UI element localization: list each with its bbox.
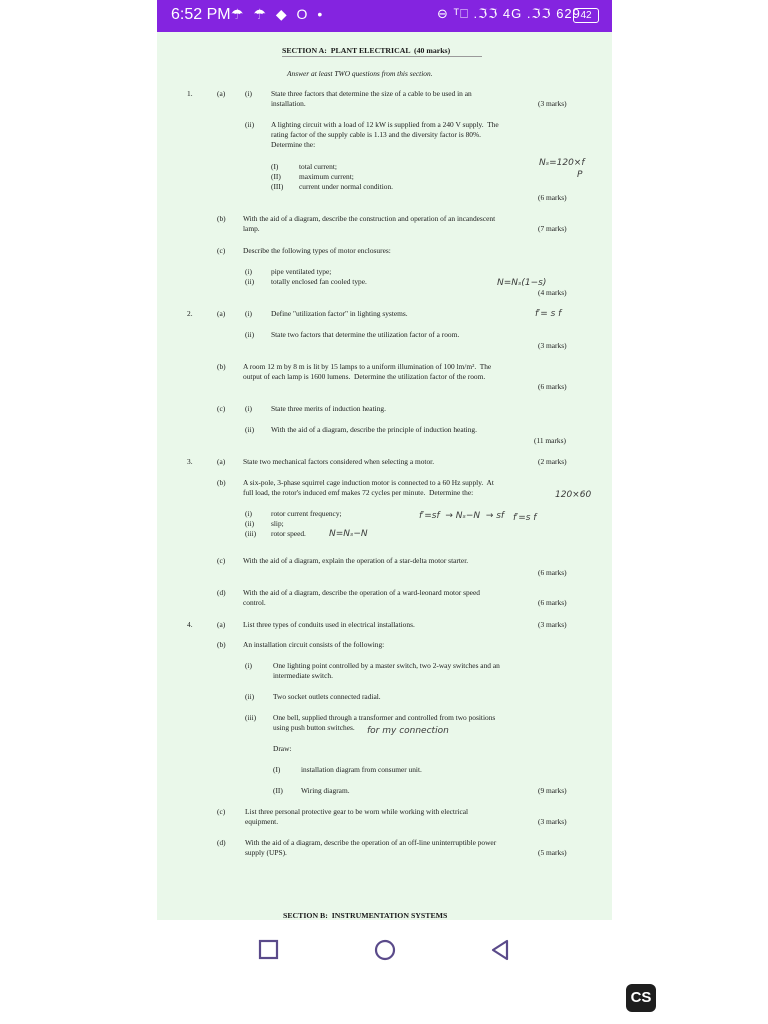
document-text-line: rotor speed. — [271, 529, 306, 538]
document-text-line: rating factor of the supply cable is 1.13 and the diversity factor is 80%. — [271, 130, 481, 139]
document-text-line: (7 marks) — [538, 224, 567, 233]
triangle-back-icon — [489, 938, 513, 962]
document-text-line: (4 marks) — [538, 288, 567, 297]
document-text-line: (a) — [217, 309, 226, 318]
document-text-line: An installation circuit consists of the following: — [243, 640, 385, 649]
document-text-line: (I) — [273, 765, 281, 774]
handwritten-note: Nₛ=120×f — [539, 158, 585, 168]
document-text-line: SECTION B: INSTRUMENTATION SYSTEMS — [283, 911, 448, 920]
document-text-line: intermediate switch. — [273, 671, 333, 680]
notification-icons: ☂ ☂ ◆ O • — [231, 6, 326, 22]
document-text-line: (6 marks) — [538, 568, 567, 577]
home-button[interactable] — [373, 938, 397, 962]
document-text-line: slip; — [271, 519, 284, 528]
document-text-line: (a) — [217, 457, 226, 466]
document-text-line: One bell, supplied through a transformer and controlled from two positions — [273, 713, 496, 722]
document-text-line: (ii) — [245, 519, 255, 528]
document-text-line: (b) — [217, 478, 226, 487]
handwritten-note: P — [577, 170, 583, 180]
document-text-line: (2 marks) — [538, 457, 567, 466]
document-text-line: Answer at least TWO questions from this section. — [287, 69, 433, 78]
document-text-line: With the aid of a diagram, describe the principle of induction heating. — [271, 425, 477, 434]
document-text-line: (i) — [245, 509, 252, 518]
document-text-line: (II) — [271, 172, 281, 181]
document-text-line: (I) — [271, 162, 279, 171]
document-text-line: State three factors that determine the size of a cable to be used in an — [271, 89, 472, 98]
document-text-line: output of each lamp is 1600 lumens. Determine the utilization factor of the room. — [243, 372, 486, 381]
document-text-line: maximum current; — [299, 172, 354, 181]
document-text-line: (3 marks) — [538, 817, 567, 826]
document-text-line: List three personal protective gear to be worn while working with electrical — [245, 807, 469, 816]
system-status-icons: ⊖ ᵀ⎕ .ℑℑ 4G .ℑℑ 629 — [437, 6, 581, 21]
handwritten-note: f′= s f — [535, 309, 562, 319]
document-text-line: rotor current frequency; — [271, 509, 342, 518]
document-text-line: A room 12 m by 8 m is lit by 15 lamps to a uniform illumination of 100 lm/m². The — [243, 362, 492, 371]
document-text-line: (ii) — [245, 330, 255, 339]
document-text-line: 1. — [187, 89, 193, 98]
document-text-line: (d) — [217, 588, 226, 597]
document-text-line: (b) — [217, 214, 226, 223]
document-text-line: lamp. — [243, 224, 260, 233]
handwritten-note: 120×60 — [555, 490, 592, 500]
document-text-line: (c) — [217, 246, 226, 255]
document-text-line: installation. — [271, 99, 306, 108]
document-text-line: A six-pole, 3-phase squirrel cage induction motor is connected to a 60 Hz supply. At — [243, 478, 494, 487]
document-text-line: installation diagram from consumer unit. — [301, 765, 422, 774]
battery-icon: 42 — [573, 8, 599, 23]
handwritten-note: f′=sf → Nₛ−N → sf — [419, 511, 505, 521]
document-text-line: pipe ventilated type; — [271, 267, 332, 276]
document-text-line: List three types of conduits used in electrical installations. — [243, 620, 415, 629]
document-text-line: (3 marks) — [538, 99, 567, 108]
document-text-line: (3 marks) — [538, 620, 567, 629]
document-text-line: (III) — [271, 182, 284, 191]
handwritten-note: f′=s f — [513, 513, 537, 523]
document-text-line: 3. — [187, 457, 193, 466]
document-text-line: (c) — [217, 556, 226, 565]
document-text-line: Define "utilization factor" in lighting systems. — [271, 309, 408, 318]
document-text-line: With the aid of a diagram, explain the operation of a star-delta motor starter. — [243, 556, 469, 565]
document-text-line: (a) — [217, 89, 226, 98]
document-text-line: totally enclosed fan cooled type. — [271, 277, 367, 286]
document-text-line: control. — [243, 598, 266, 607]
document-text-line: SECTION A: PLANT ELECTRICAL (40 marks) — [282, 46, 451, 55]
document-text-line: (6 marks) — [538, 193, 567, 202]
document-text-line: 4. — [187, 620, 193, 629]
navigation-bar — [157, 920, 612, 980]
document-text-line: (ii) — [245, 692, 255, 701]
document-text-line: (i) — [245, 661, 252, 670]
document-text-line: One lighting point controlled by a master switch, two 2-way switches and an — [273, 661, 500, 670]
document-text-line: With the aid of a diagram, describe the construction and operation of an incandescent — [243, 214, 496, 223]
document-text-line: 2. — [187, 309, 193, 318]
document-text-line: (ii) — [245, 425, 255, 434]
status-bar — [157, 0, 612, 32]
document-text-line: (6 marks) — [538, 382, 567, 391]
document-text-line: (9 marks) — [538, 786, 567, 795]
phone-screen — [157, 0, 612, 980]
document-text-line: (ii) — [245, 120, 255, 129]
document-text-line: (c) — [217, 404, 226, 413]
camscanner-badge: CS — [626, 984, 656, 1012]
title-rule — [282, 56, 482, 57]
document-text-line: Two socket outlets connected radial. — [273, 692, 381, 701]
document-text-line: (b) — [217, 362, 226, 371]
document-text-line: (b) — [217, 640, 226, 649]
circle-icon — [373, 938, 397, 962]
handwritten-note: for my connection — [367, 726, 449, 736]
document-text-line: State two mechanical factors considered when selecting a motor. — [243, 457, 435, 466]
document-text-line: (iii) — [245, 529, 257, 538]
document-text-line: With the aid of a diagram, describe the operation of an off-line uninterruptible power — [245, 838, 497, 847]
document-text-line: A lighting circuit with a load of 12 kW is supplied from a 240 V supply. The — [271, 120, 499, 129]
document-text-line: (5 marks) — [538, 848, 567, 857]
document-text-line: using push button switches. — [273, 723, 355, 732]
document-text-line: (6 marks) — [538, 598, 567, 607]
document-text-line: (11 marks) — [534, 436, 566, 445]
document-text-line: full load, the rotor's induced emf makes 72 cycles per minute. Determine the: — [243, 488, 474, 497]
document-text-line: (iii) — [245, 713, 257, 722]
document-text-line: (d) — [217, 838, 226, 847]
status-time: 6:52 PM — [171, 6, 231, 23]
document-text-line: supply (UPS). — [245, 848, 287, 857]
document-text-line: (i) — [245, 309, 252, 318]
handwritten-note: N=Nₛ−N — [329, 529, 368, 539]
document-text-line: State two factors that determine the utilization factor of a room. — [271, 330, 460, 339]
document-text-line: (c) — [217, 807, 226, 816]
document-text-line: Describe the following types of motor enclosures: — [243, 246, 391, 255]
document-text-line: State three merits of induction heating. — [271, 404, 386, 413]
document-text-line: (i) — [245, 267, 252, 276]
document-text-line: current under normal condition. — [299, 182, 393, 191]
document-text-line: Wiring diagram. — [301, 786, 350, 795]
square-icon — [257, 938, 281, 962]
document-text-line: equipment. — [245, 817, 279, 826]
recents-button[interactable] — [257, 938, 281, 962]
document-text-line: (i) — [245, 89, 252, 98]
document-text-line: Draw: — [273, 744, 292, 753]
document-page[interactable] — [157, 32, 612, 920]
document-text-line: (ii) — [245, 277, 255, 286]
document-text-line: With the aid of a diagram, describe the operation of a ward-leonard motor speed — [243, 588, 480, 597]
document-text-line: total current; — [299, 162, 337, 171]
document-text-line: (i) — [245, 404, 252, 413]
document-text-line: (II) — [273, 786, 283, 795]
document-text-line: (a) — [217, 620, 226, 629]
document-text-line: Determine the: — [271, 140, 316, 149]
back-button[interactable] — [489, 938, 513, 962]
document-text-line: (3 marks) — [538, 341, 567, 350]
handwritten-note: N=Nₛ(1−s) — [497, 278, 547, 288]
